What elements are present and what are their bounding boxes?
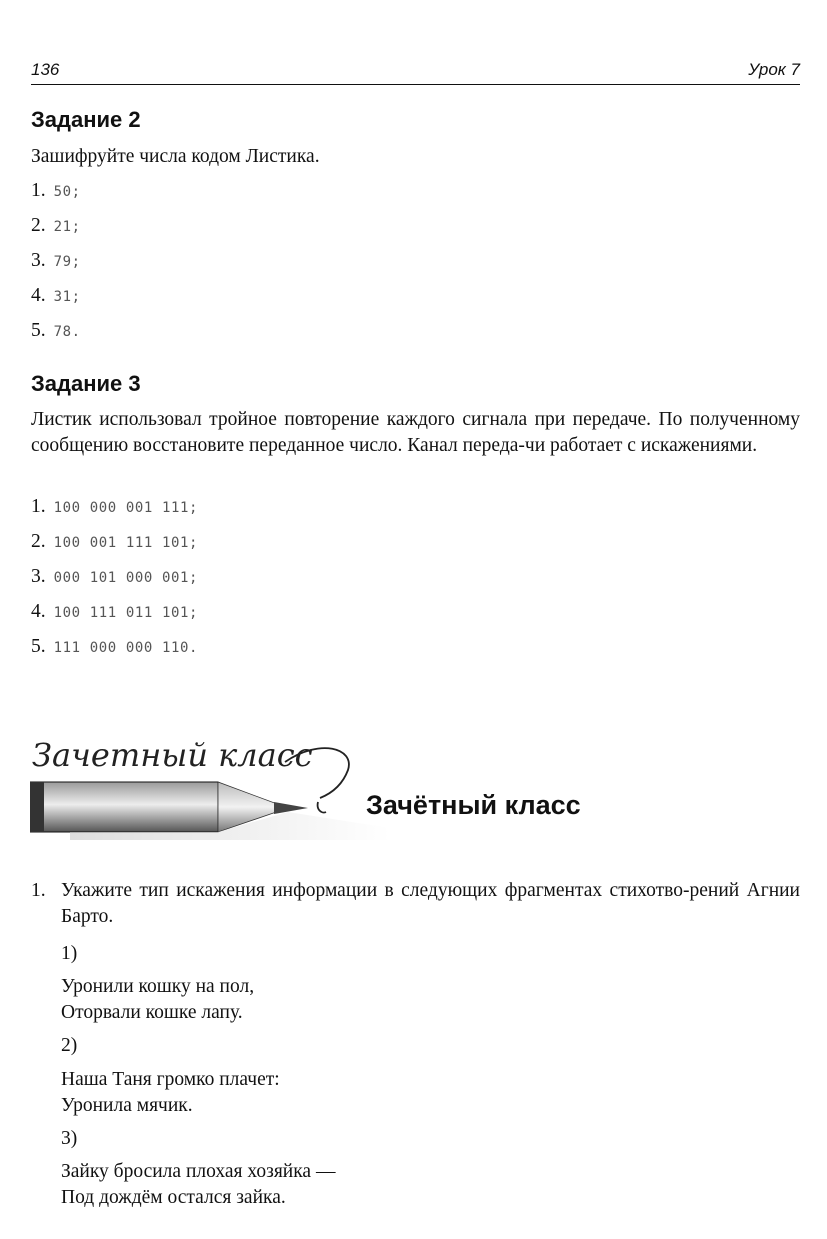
item-code: 50;	[53, 184, 81, 200]
task3-item	[31, 494, 198, 520]
task2-item	[31, 213, 81, 239]
poem-line: Зайку бросила плохая хозяйка —	[61, 1161, 336, 1182]
pencil-band	[30, 782, 44, 832]
task3-item	[31, 599, 198, 625]
item-code: 000 101 000 001;	[53, 570, 199, 586]
pencil-body	[30, 782, 218, 832]
task2-title: Задание 2	[31, 107, 141, 132]
script-section-label: Зачетный класс	[32, 736, 313, 774]
item-number: 2.	[31, 215, 46, 236]
item-number: 5.	[31, 320, 46, 341]
poem-line: Уронила мячик.	[61, 1095, 193, 1116]
question-text: Укажите тип искажения информации в следующих фрагментах стихотво-рений Агнии Барто.	[61, 880, 800, 927]
task2-item	[31, 178, 81, 204]
item-code: 79;	[53, 254, 81, 270]
task3-item	[31, 564, 198, 590]
item-number: 1.	[31, 180, 46, 201]
poem-line: Наша Таня громко плачет:	[61, 1069, 280, 1090]
task2-intro: Зашифруйте числа кодом Листика.	[31, 146, 320, 167]
item-number: 4.	[31, 285, 46, 306]
poem-line: Уронили кошку на пол,	[61, 976, 255, 997]
running-header	[31, 56, 800, 85]
item-number: 5.	[31, 636, 46, 657]
item-number: 4.	[31, 601, 46, 622]
item-code: 21;	[53, 219, 81, 235]
task2-item	[31, 318, 81, 344]
section-title: Зачётный класс	[366, 790, 581, 820]
fragment-label: 3)	[61, 1128, 78, 1149]
task3-item	[31, 529, 198, 555]
pencil-lead	[274, 802, 308, 814]
task3-title: Задание 3	[31, 371, 141, 396]
section-banner-illustration	[30, 728, 650, 848]
poem-line: Под дождём остался зайка.	[61, 1187, 286, 1208]
task3-item	[31, 634, 198, 660]
item-number: 2.	[31, 531, 46, 552]
item-code: 100 001 111 101;	[53, 535, 199, 551]
fragment-label: 2)	[61, 1035, 78, 1056]
item-code: 31;	[53, 289, 81, 305]
question-number: 1.	[31, 880, 46, 901]
task2-item	[31, 283, 81, 309]
lesson-label: Урок 7	[748, 60, 800, 79]
task3-intro: Листик использовал тройное повторение каждого сигнала при передаче. По полученному сообщению восстановите переданное число. Канал переда-чи работает с искажениями.	[31, 409, 800, 456]
item-number: 1.	[31, 496, 46, 517]
item-code: 111 000 000 110.	[53, 640, 199, 656]
fragment-label: 1)	[61, 943, 78, 964]
poem-line: Оторвали кошке лапу.	[61, 1002, 243, 1023]
page-number: 136	[31, 60, 60, 79]
item-code: 100 111 011 101;	[53, 605, 199, 621]
item-number: 3.	[31, 566, 46, 587]
item-code: 78.	[53, 324, 81, 340]
item-number: 3.	[31, 250, 46, 271]
task2-item	[31, 248, 81, 274]
item-code: 100 000 001 111;	[53, 500, 199, 516]
